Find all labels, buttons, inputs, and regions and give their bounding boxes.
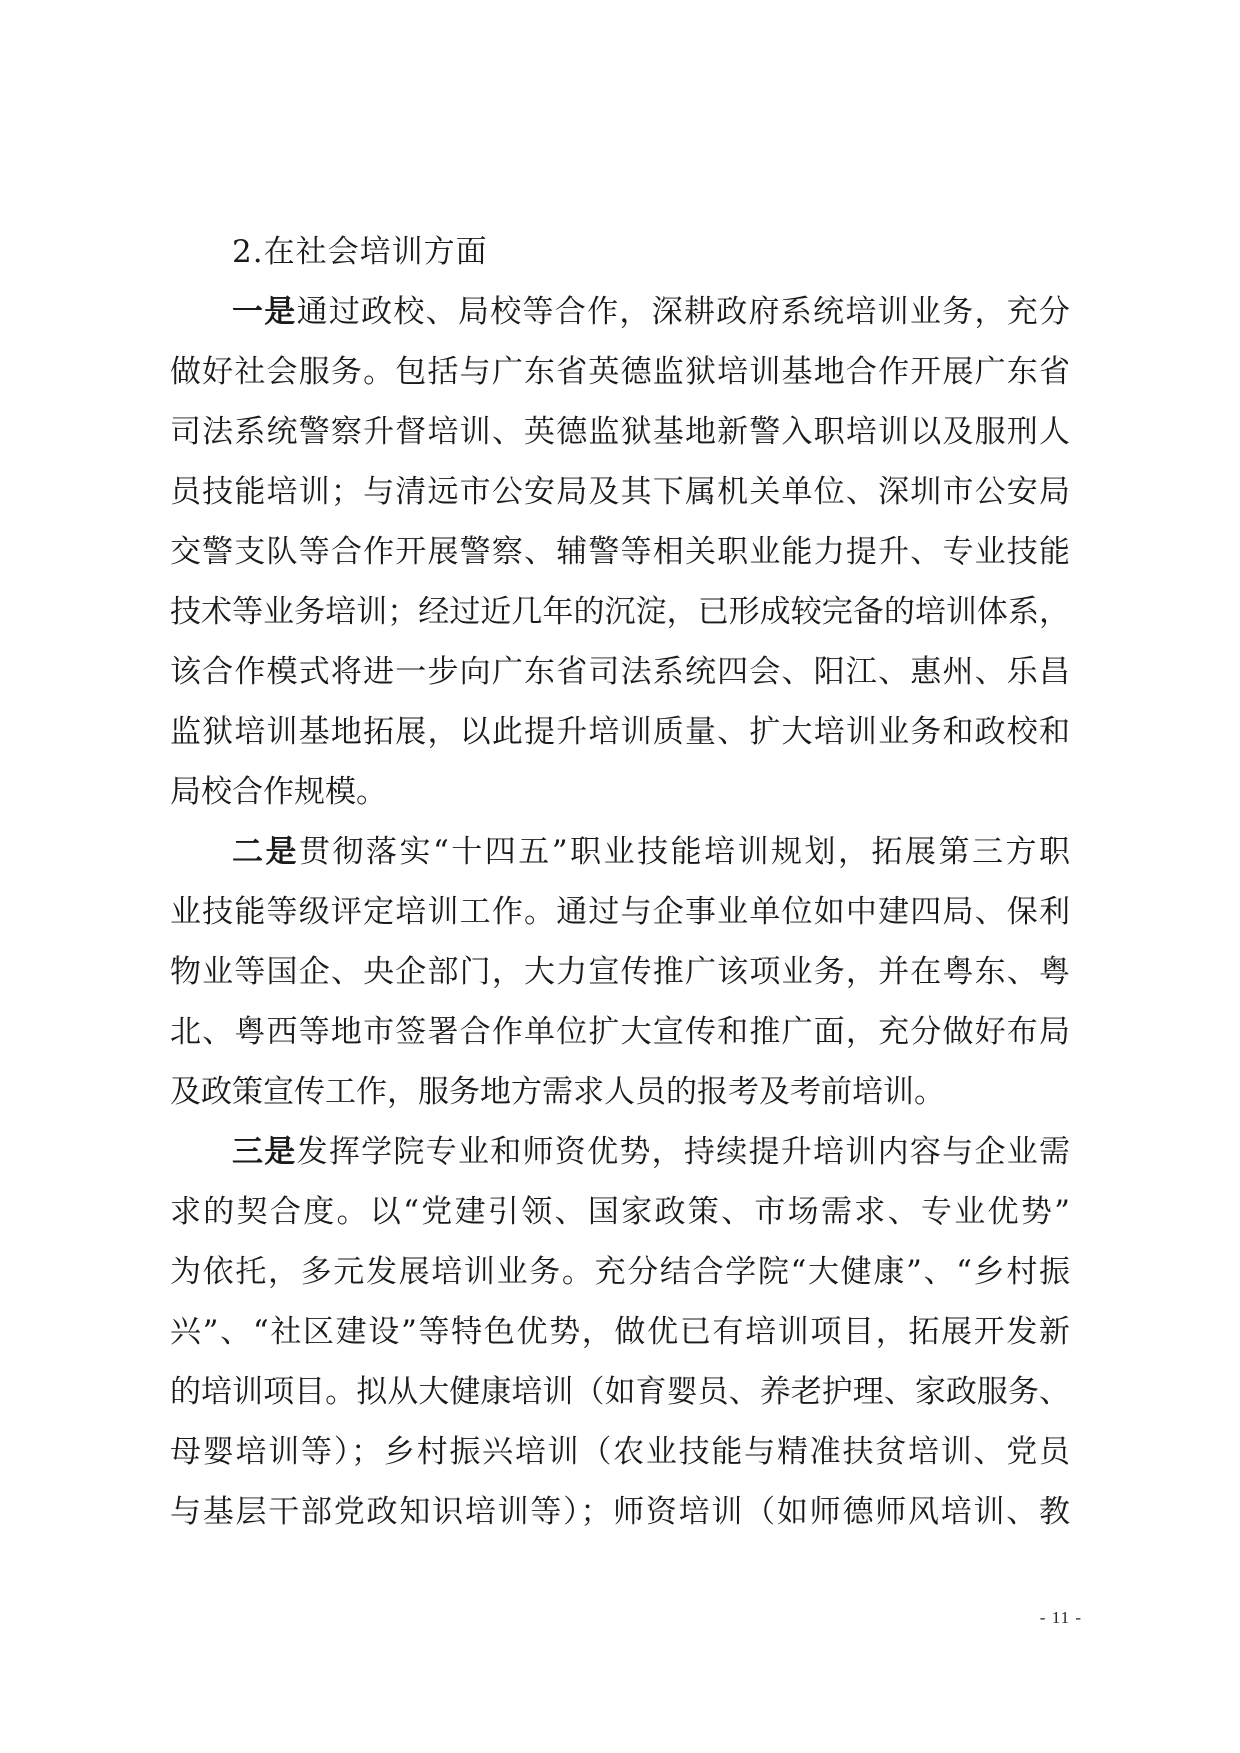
document-body <box>170 222 1070 1542</box>
section-heading: 2.在社会培训方面 <box>232 234 488 270</box>
paragraph-line: 的培训项目。拟从大健康培训（如育婴员、养老护理、家政服务、 <box>170 1374 1070 1410</box>
paragraph-1 <box>170 282 1070 822</box>
paragraph-line: 三是发挥学院专业和师资优势，持续提升培训内容与企业需 <box>232 1134 1070 1170</box>
paragraph-line: 员技能培训；与清远市公安局及其下属机关单位、深圳市公安局 <box>170 474 1070 510</box>
paragraph-line: 及政策宣传工作，服务地方需求人员的报考及考前培训。 <box>170 1074 945 1110</box>
paragraph-line: 二是贯彻落实“十四五”职业技能培训规划，拓展第三方职 <box>232 834 1070 870</box>
paragraph-line: 为依托，多元发展培训业务。充分结合学院“大健康”、“乡村振 <box>170 1254 1070 1290</box>
paragraph-line: 技术等业务培训；经过近几年的沉淀，已形成较完备的培训体系， <box>170 594 1070 630</box>
paragraph-line: 兴”、“社区建设”等特色优势，做优已有培训项目，拓展开发新 <box>170 1314 1070 1350</box>
paragraph-line: 局校合作规模。 <box>170 774 387 810</box>
paragraph-line: 该合作模式将进一步向广东省司法系统四会、阳江、惠州、乐昌 <box>170 654 1070 690</box>
paragraph-line: 北、粤西等地市签署合作单位扩大宣传和推广面，充分做好布局 <box>170 1014 1070 1050</box>
paragraph-line: 物业等国企、央企部门，大力宣传推广该项业务，并在粤东、粤 <box>170 954 1070 990</box>
page-number: - 11 - <box>1039 1608 1082 1627</box>
paragraph-line: 求的契合度。以“党建引领、国家政策、市场需求、专业优势” <box>170 1194 1070 1230</box>
paragraph-line: 一是通过政校、局校等合作，深耕政府系统培训业务，充分 <box>232 294 1070 330</box>
paragraph-line: 业技能等级评定培训工作。通过与企事业单位如中建四局、保利 <box>170 894 1070 930</box>
paragraph-2 <box>170 822 1070 1122</box>
paragraph-line: 做好社会服务。包括与广东省英德监狱培训基地合作开展广东省 <box>170 354 1070 390</box>
paragraph-line: 交警支队等合作开展警察、辅警等相关职业能力提升、专业技能 <box>170 534 1070 570</box>
paragraph-line: 母婴培训等）；乡村振兴培训（农业技能与精准扶贫培训、党员 <box>170 1434 1070 1470</box>
paragraph-lead: 一是 <box>232 294 297 330</box>
paragraph-line: 与基层干部党政知识培训等）；师资培训（如师德师风培训、教 <box>170 1494 1070 1530</box>
paragraph-lead: 二是 <box>232 834 299 870</box>
paragraph-3 <box>170 1122 1070 1542</box>
paragraph-line: 司法系统警察升督培训、英德监狱基地新警入职培训以及服刑人 <box>170 414 1070 450</box>
paragraph-line: 监狱培训基地拓展，以此提升培训质量、扩大培训业务和政校和 <box>170 714 1070 750</box>
paragraph-lead: 三是 <box>232 1134 297 1170</box>
